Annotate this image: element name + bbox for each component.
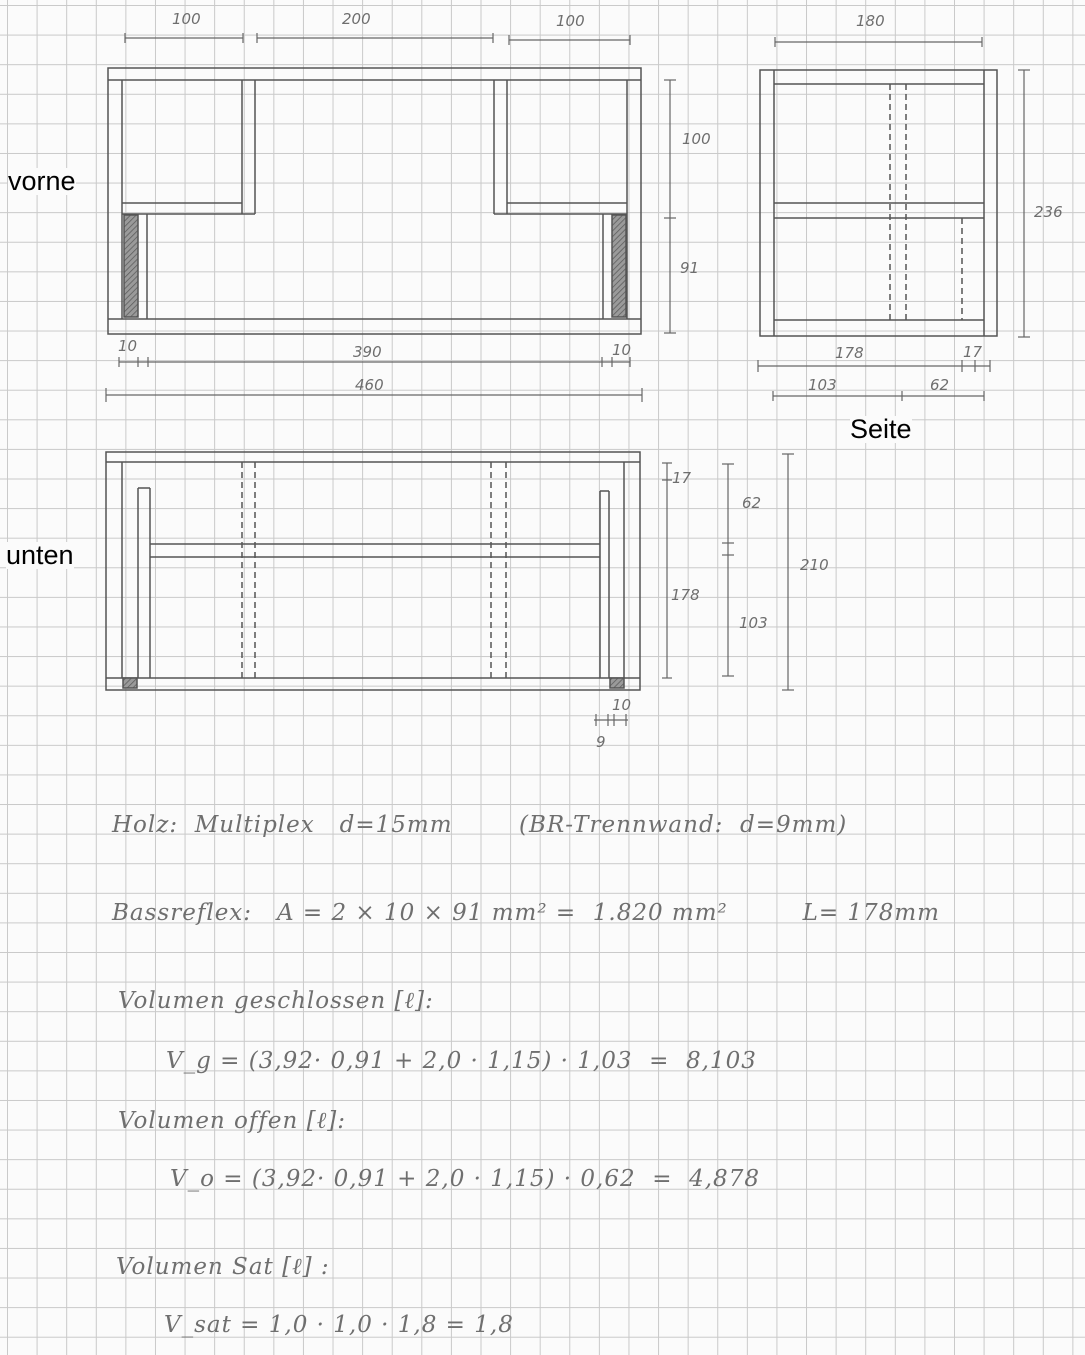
dim-side-lower-left: 103 (808, 376, 837, 394)
dim-front-right-lower: 91 (680, 259, 700, 277)
dim-side-bottom-right: 17 (963, 343, 983, 361)
dim-front-total: 460 (355, 376, 384, 394)
note-volume-sat-heading: Volumen Sat [ℓ] : (116, 1254, 330, 1280)
dim-bottom-r3: 210 (800, 556, 829, 574)
label-front-view: vorne (8, 166, 76, 196)
dim-front-top-mid: 200 (342, 10, 371, 28)
note-volume-open-formula: V_o = (3,92· 0,91 + 2,0 · 1,15) · 0,62 = 4,878 (170, 1166, 760, 1192)
note-bassreflex: Bassreflex: A = 2 × 10 × 91 mm² = 1.820 mm² L= 178mm (112, 900, 940, 926)
dim-side-right: 236 (1034, 203, 1063, 221)
dim-front-top-left: 100 (172, 10, 201, 28)
note-volume-open-heading: Volumen offen [ℓ]: (118, 1108, 346, 1134)
label-side-view: Seite (850, 414, 912, 444)
dim-bottom-r1-bottom: 178 (671, 586, 700, 604)
dim-front-bottom-mid: 390 (353, 343, 382, 361)
label-bottom-view: unten (6, 540, 74, 570)
dim-front-top-right: 100 (556, 12, 585, 30)
dim-bottom-r1-top: 17 (672, 469, 692, 487)
dim-side-bottom-left: 178 (835, 344, 864, 362)
note-volume-closed-formula: V_g = (3,92· 0,91 + 2,0 · 1,15) · 1,03 = 8,103 (166, 1048, 757, 1074)
front-top-dimensions (125, 33, 630, 45)
note-volume-closed-heading: Volumen geschlossen [ℓ]: (118, 988, 434, 1014)
dim-front-right-upper: 100 (682, 130, 711, 148)
note-volume-sat-formula: V_sat = 1,0 · 1,0 · 1,8 = 1,8 (164, 1312, 514, 1338)
dim-bottom-under-bottom: 9 (596, 733, 606, 751)
bottom-view (106, 452, 640, 690)
note-wood: Holz: Multiplex d=15mm (BR-Trennwand: d=9mm) (112, 812, 848, 838)
front-right-dimensions (664, 80, 676, 333)
front-view (108, 68, 641, 334)
dim-side-top: 180 (856, 12, 885, 30)
dim-bottom-under-top: 10 (612, 696, 632, 714)
dim-bottom-r2-bottom: 103 (739, 614, 768, 632)
dim-front-bottom-right: 10 (612, 341, 632, 359)
dim-bottom-r2-top: 62 (742, 494, 762, 512)
dim-side-lower-right: 62 (930, 376, 950, 394)
dim-front-bottom-left: 10 (118, 337, 138, 355)
side-view (760, 70, 997, 336)
side-dimensions (758, 37, 1030, 401)
